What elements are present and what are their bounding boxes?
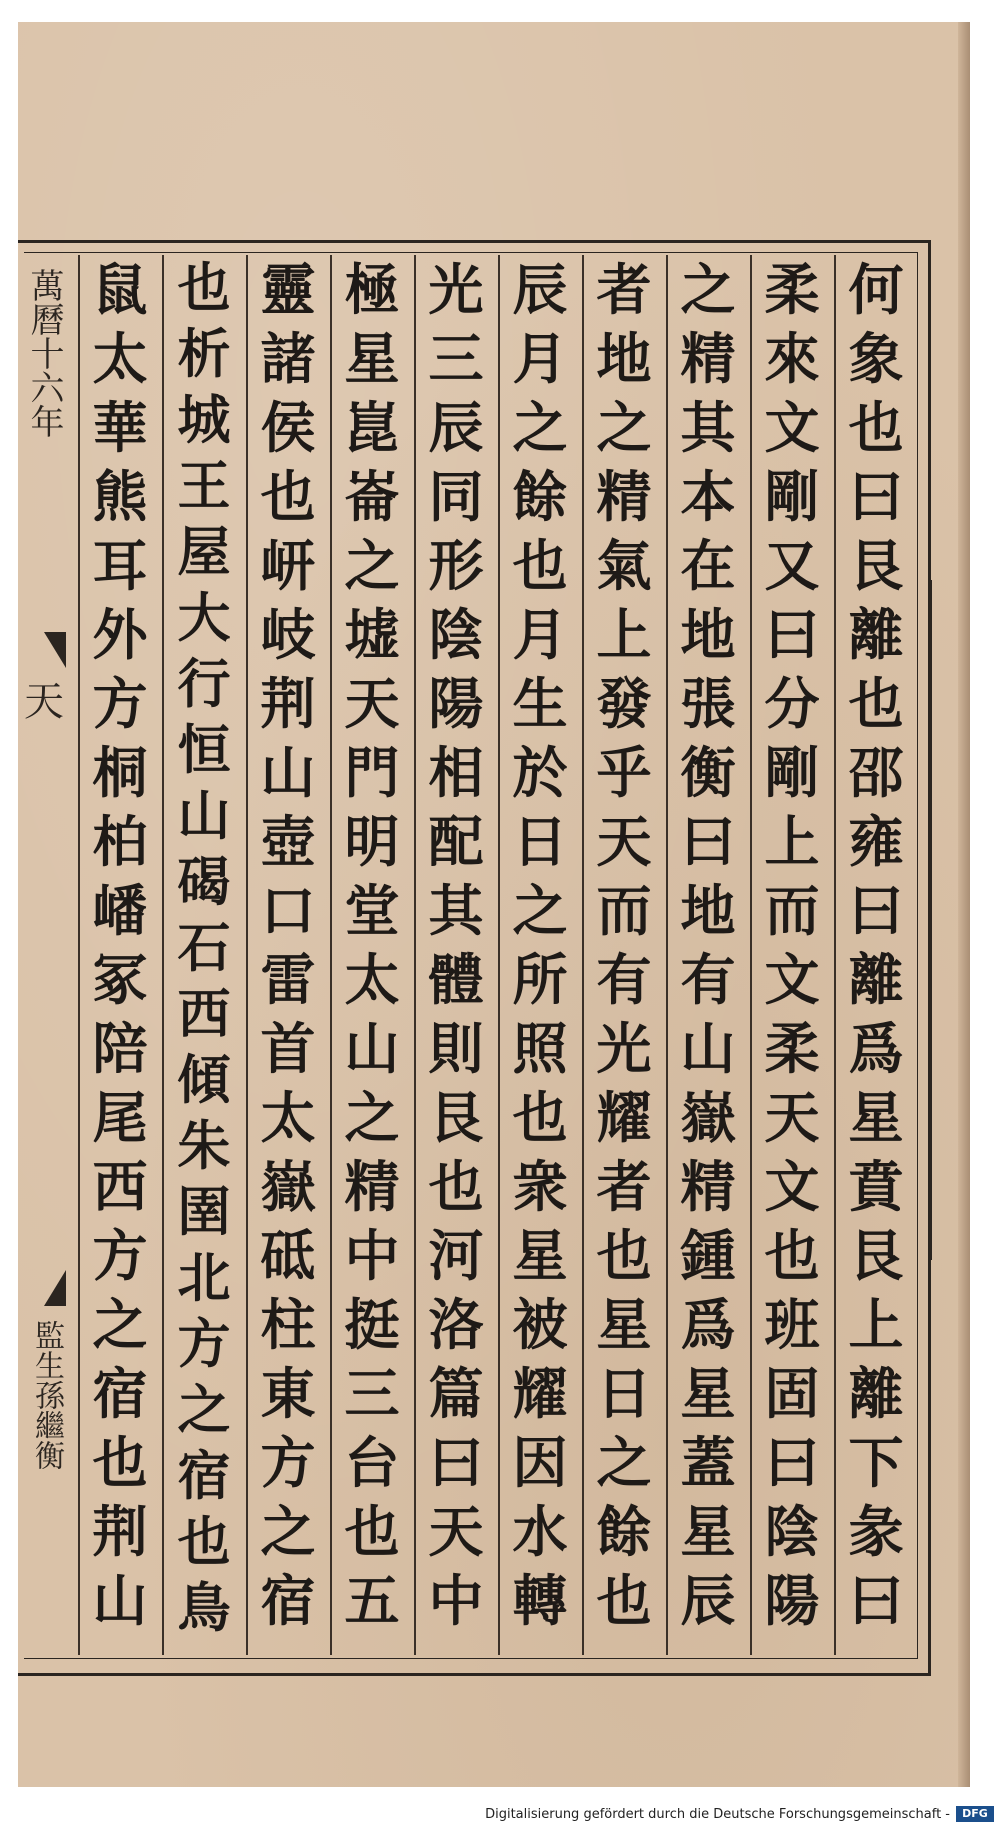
text-char: 邵 (848, 740, 904, 805)
text-char: 也 (512, 533, 568, 598)
text-char: 何 (848, 257, 904, 322)
text-char: 者 (596, 1154, 652, 1219)
text-char: 而 (764, 878, 820, 943)
text-char: 本 (680, 464, 736, 529)
text-char: 外 (92, 602, 148, 667)
text-char: 文 (764, 1154, 820, 1219)
text-char: 耀 (512, 1361, 568, 1426)
text-char: 三 (428, 326, 484, 391)
text-char: 圉 (177, 1181, 231, 1243)
text-char: 朱 (177, 1115, 231, 1177)
text-char: 生 (512, 671, 568, 736)
text-char: 也 (177, 1511, 231, 1573)
text-char: 方 (260, 1430, 316, 1495)
text-char: 乎 (596, 740, 652, 805)
text-char: 嶽 (680, 1085, 736, 1150)
text-char: 文 (764, 947, 820, 1012)
text-char: 砥 (260, 1223, 316, 1288)
text-char: 剛 (764, 464, 820, 529)
text-char: 鍾 (680, 1223, 736, 1288)
text-char: 曰 (848, 878, 904, 943)
column-rule (246, 255, 248, 1655)
text-char: 星 (344, 326, 400, 391)
text-column (84, 255, 156, 1655)
text-char: 也 (92, 1430, 148, 1495)
text-char: 賁 (848, 1154, 904, 1219)
text-char: 山 (344, 1016, 400, 1081)
text-char: 上 (764, 809, 820, 874)
text-char: 分 (764, 671, 820, 736)
fish-tail-mark-lower (22, 1270, 66, 1306)
text-char: 陰 (764, 1499, 820, 1564)
text-char: 離 (848, 1361, 904, 1426)
text-char: 象 (848, 326, 904, 391)
column-rule (414, 255, 416, 1655)
text-char: 城 (177, 389, 231, 451)
footer-bar (0, 1800, 1000, 1830)
text-char: 陪 (92, 1016, 148, 1081)
text-char: 也 (596, 1568, 652, 1633)
text-char: 轉 (512, 1568, 568, 1633)
text-char: 而 (596, 878, 652, 943)
text-char: 屋 (177, 521, 231, 583)
text-char: 張 (680, 671, 736, 736)
text-column (168, 255, 240, 1655)
text-char: 耳 (92, 533, 148, 598)
text-char: 碣 (177, 851, 231, 913)
text-char: 之 (512, 878, 568, 943)
text-char: 辰 (680, 1568, 736, 1633)
text-char: 有 (596, 947, 652, 1012)
text-char: 析 (177, 323, 231, 385)
text-char: 之 (680, 257, 736, 322)
text-char: 荆 (260, 671, 316, 736)
text-char: 同 (428, 464, 484, 529)
text-char: 月 (512, 602, 568, 667)
text-char: 荆 (92, 1499, 148, 1564)
text-column (588, 255, 660, 1655)
text-column (672, 255, 744, 1655)
text-char: 之 (596, 395, 652, 460)
text-char: 岐 (260, 602, 316, 667)
text-char: 崙 (344, 464, 400, 529)
text-char: 相 (428, 740, 484, 805)
text-char: 陰 (428, 602, 484, 667)
text-char: 大 (177, 587, 231, 649)
text-char: 台 (344, 1430, 400, 1495)
text-char: 雍 (848, 809, 904, 874)
text-char: 也 (428, 1154, 484, 1219)
text-char: 首 (260, 1016, 316, 1081)
text-char: 離 (848, 947, 904, 1012)
text-char: 靈 (260, 257, 316, 322)
text-char: 爲 (680, 1292, 736, 1357)
text-char: 固 (764, 1361, 820, 1426)
text-char: 曰 (680, 809, 736, 874)
text-char: 精 (680, 326, 736, 391)
text-char: 之 (177, 1379, 231, 1441)
column-rule (750, 255, 752, 1655)
text-char: 則 (428, 1016, 484, 1081)
text-char: 也 (848, 395, 904, 460)
fish-tail-mark-upper (22, 632, 66, 668)
text-char: 柱 (260, 1292, 316, 1357)
text-char: 下 (848, 1430, 904, 1495)
text-char: 上 (848, 1292, 904, 1357)
text-char: 有 (680, 947, 736, 1012)
text-char: 太 (92, 326, 148, 391)
text-char: 天 (344, 671, 400, 736)
text-char: 班 (764, 1292, 820, 1357)
text-char: 中 (428, 1568, 484, 1633)
text-char: 山 (260, 740, 316, 805)
text-char: 堂 (344, 878, 400, 943)
text-char: 方 (177, 1313, 231, 1375)
text-column (420, 255, 492, 1655)
text-char: 形 (428, 533, 484, 598)
text-char: 宿 (92, 1361, 148, 1426)
text-char: 曰 (848, 464, 904, 529)
text-char: 宿 (177, 1445, 231, 1507)
text-char: 恒 (177, 719, 231, 781)
text-char: 辰 (428, 395, 484, 460)
text-char: 之 (596, 1430, 652, 1495)
text-char: 壺 (260, 809, 316, 874)
text-char: 方 (92, 671, 148, 736)
text-char: 剛 (764, 740, 820, 805)
page-edge (958, 22, 970, 1787)
text-char: 山 (680, 1016, 736, 1081)
text-char: 西 (177, 983, 231, 1045)
text-char: 太 (260, 1085, 316, 1150)
text-char: 東 (260, 1361, 316, 1426)
text-char: 陽 (764, 1568, 820, 1633)
text-char: 陽 (428, 671, 484, 736)
text-char: 精 (596, 464, 652, 529)
text-char: 曰 (428, 1430, 484, 1495)
column-rule (78, 255, 80, 1655)
text-char: 篇 (428, 1361, 484, 1426)
text-char: 地 (680, 602, 736, 667)
text-char: 北 (177, 1247, 231, 1309)
text-char: 其 (428, 878, 484, 943)
text-char: 也 (764, 1223, 820, 1288)
text-column (252, 255, 324, 1655)
text-char: 行 (177, 653, 231, 715)
text-char: 鳥 (177, 1577, 231, 1639)
text-char: 柔 (764, 1016, 820, 1081)
text-char: 衆 (512, 1154, 568, 1219)
text-char: 彖 (848, 1499, 904, 1564)
text-char: 日 (512, 809, 568, 874)
column-rule (834, 255, 836, 1655)
text-char: 被 (512, 1292, 568, 1357)
text-char: 餘 (596, 1499, 652, 1564)
text-char: 艮 (848, 533, 904, 598)
text-char: 離 (848, 602, 904, 667)
text-char: 上 (596, 602, 652, 667)
text-char: 日 (596, 1361, 652, 1426)
text-char: 水 (512, 1499, 568, 1564)
text-char: 方 (92, 1223, 148, 1288)
text-char: 星 (680, 1499, 736, 1564)
text-char: 天 (428, 1499, 484, 1564)
text-char: 中 (344, 1223, 400, 1288)
text-char: 其 (680, 395, 736, 460)
text-char: 山 (177, 785, 231, 847)
column-rule (666, 255, 668, 1655)
text-char: 之 (92, 1292, 148, 1357)
text-char: 曰 (764, 1430, 820, 1495)
text-char: 爲 (848, 1016, 904, 1081)
text-column (840, 255, 912, 1655)
text-char: 在 (680, 533, 736, 598)
text-char: 星 (848, 1085, 904, 1150)
text-char: 地 (680, 878, 736, 943)
text-char: 地 (596, 326, 652, 391)
text-char: 侯 (260, 395, 316, 460)
text-char: 墟 (344, 602, 400, 667)
text-column (504, 255, 576, 1655)
text-char: 桐 (92, 740, 148, 805)
text-char: 精 (344, 1154, 400, 1219)
margin-proofreader: 監生孫繼衡 (29, 1320, 64, 1470)
text-char: 石 (177, 917, 231, 979)
text-char: 配 (428, 809, 484, 874)
text-char: 天 (764, 1085, 820, 1150)
footer-credit: Digitalisierung gefördert durch die Deutsche Forschungsgemeinschaft - (485, 1807, 950, 1822)
text-char: 挺 (344, 1292, 400, 1357)
column-rule (498, 255, 500, 1655)
text-char: 照 (512, 1016, 568, 1081)
text-char: 也 (344, 1499, 400, 1564)
text-char: 曰 (764, 602, 820, 667)
text-char: 月 (512, 326, 568, 391)
text-char: 嶽 (260, 1154, 316, 1219)
text-char: 之 (260, 1499, 316, 1564)
text-char: 天 (596, 809, 652, 874)
text-char: 門 (344, 740, 400, 805)
text-char: 辰 (512, 257, 568, 322)
text-char: 艮 (848, 1223, 904, 1288)
text-char: 鼠 (92, 257, 148, 322)
text-char: 之 (512, 395, 568, 460)
text-char: 熊 (92, 464, 148, 529)
text-char: 尾 (92, 1085, 148, 1150)
text-char: 星 (596, 1292, 652, 1357)
text-char: 來 (764, 326, 820, 391)
text-char: 蓋 (680, 1430, 736, 1495)
text-char: 山 (92, 1568, 148, 1633)
text-char: 所 (512, 947, 568, 1012)
text-char: 於 (512, 740, 568, 805)
text-char: 王 (177, 455, 231, 517)
text-char: 極 (344, 257, 400, 322)
text-char: 西 (92, 1154, 148, 1219)
column-rule (582, 255, 584, 1655)
text-char: 也 (596, 1223, 652, 1288)
text-char: 三 (344, 1361, 400, 1426)
text-char: 也 (512, 1085, 568, 1150)
text-char: 又 (764, 533, 820, 598)
text-char: 也 (848, 671, 904, 736)
text-char: 明 (344, 809, 400, 874)
text-char: 因 (512, 1430, 568, 1495)
text-char: 也 (177, 257, 231, 319)
text-char: 星 (512, 1223, 568, 1288)
text-char: 五 (344, 1568, 400, 1633)
text-char: 艮 (428, 1085, 484, 1150)
text-char: 柏 (92, 809, 148, 874)
text-char: 光 (596, 1016, 652, 1081)
text-char: 耀 (596, 1085, 652, 1150)
text-char: 傾 (177, 1049, 231, 1111)
text-char: 之 (344, 533, 400, 598)
text-char: 氣 (596, 533, 652, 598)
text-column (336, 255, 408, 1655)
text-char: 宿 (260, 1568, 316, 1633)
text-column (756, 255, 828, 1655)
margin-chapter-label: 天 (24, 679, 64, 725)
text-char: 河 (428, 1223, 484, 1288)
text-char: 諸 (260, 326, 316, 391)
text-char: 光 (428, 257, 484, 322)
text-char: 口 (260, 878, 316, 943)
text-char: 嶓 (92, 878, 148, 943)
right-border-rule (928, 580, 932, 1260)
column-rule (330, 255, 332, 1655)
text-char: 體 (428, 947, 484, 1012)
text-char: 發 (596, 671, 652, 736)
text-char: 柔 (764, 257, 820, 322)
margin-reign-year: 萬曆十六年 (24, 268, 64, 438)
text-char: 文 (764, 395, 820, 460)
text-char: 洛 (428, 1292, 484, 1357)
text-char: 衡 (680, 740, 736, 805)
column-rule (162, 255, 164, 1655)
text-char: 也 (260, 464, 316, 529)
text-char: 華 (92, 395, 148, 460)
text-char: 星 (680, 1361, 736, 1426)
text-char: 崑 (344, 395, 400, 460)
text-char: 太 (344, 947, 400, 1012)
dfg-logo: DFG (956, 1806, 994, 1822)
text-char: 者 (596, 257, 652, 322)
text-char: 岍 (260, 533, 316, 598)
text-char: 之 (344, 1085, 400, 1150)
text-char: 餘 (512, 464, 568, 529)
text-char: 冢 (92, 947, 148, 1012)
text-char: 精 (680, 1154, 736, 1219)
text-char: 曰 (848, 1568, 904, 1633)
text-char: 雷 (260, 947, 316, 1012)
